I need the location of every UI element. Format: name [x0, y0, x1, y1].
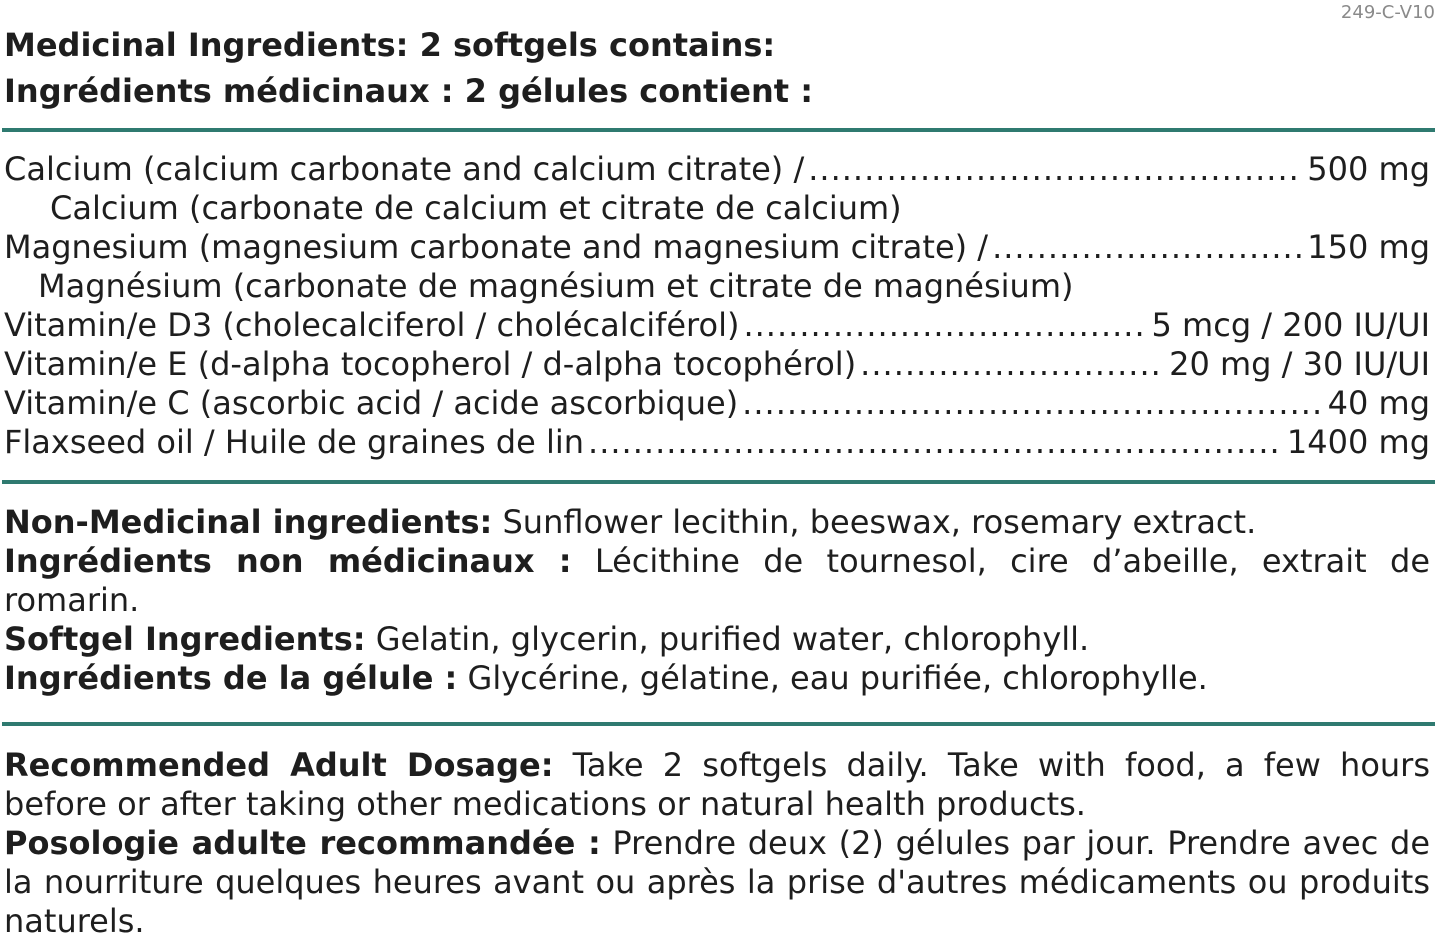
section-divider — [2, 128, 1435, 132]
dosage-fr-label: Posologie adulte recommandée : — [4, 824, 601, 862]
section-divider — [2, 722, 1435, 726]
ingredient-amount: 150 mg — [1307, 228, 1430, 266]
ingredient-amount: 500 mg — [1307, 150, 1430, 188]
non-medicinal-fr-text: Lécithine de tournesol, cire d’abeille, extrait de romarin. — [4, 542, 1431, 619]
softgel-fr-text: Glycérine, gélatine, eau purifiée, chlorophylle. — [457, 659, 1208, 697]
softgel-en-label: Softgel Ingredients: — [4, 620, 366, 658]
non-medicinal-fr-label: Ingrédients non médicinaux : — [4, 542, 572, 580]
ingredient-amount: 1400 mg — [1286, 423, 1430, 461]
ingredient-label: Flaxseed oil / Huile de graines de lin — [4, 423, 585, 461]
leader-dots — [588, 423, 1283, 462]
dosage-fr — [4, 824, 1430, 941]
ingredient-label: Vitamin/e C (ascorbic acid / acide ascorbique) — [4, 384, 739, 422]
ingredient-row — [4, 150, 1430, 189]
non-medicinal-en — [4, 503, 1430, 542]
medicinal-title-en: Medicinal Ingredients: 2 softgels contains: — [4, 26, 776, 64]
non-medicinal-en-label: Non-Medicinal ingredients: — [4, 503, 493, 541]
ingredient-row — [4, 228, 1430, 267]
section-divider — [2, 480, 1435, 484]
ingredient-amount: 40 mg — [1327, 384, 1430, 422]
leader-dots — [992, 228, 1303, 267]
ingredient-amount: 5 mcg / 200 IU/UI — [1151, 306, 1430, 344]
ingredient-sub: Magnésium (carbonate de magnésium et citrate de magnésium) — [38, 267, 1074, 305]
leader-dots — [743, 306, 1147, 345]
softgel-fr-label: Ingrédients de la gélule : — [4, 659, 458, 697]
ingredient-row — [4, 306, 1430, 345]
ingredient-label: Vitamin/e D3 (cholecalciferol / cholécalciférol) — [4, 306, 740, 344]
ingredient-sub: Calcium (carbonate de calcium et citrate de calcium) — [50, 189, 902, 227]
product-code: 249-C-V10 — [1340, 2, 1435, 23]
ingredient-label: Vitamin/e E (d-alpha tocopherol / d-alpha tocophérol) — [4, 345, 857, 383]
ingredient-amount: 20 mg / 30 IU/UI — [1169, 345, 1430, 383]
ingredient-row — [4, 345, 1430, 384]
dosage-en-label: Recommended Adult Dosage: — [4, 746, 554, 784]
softgel-fr — [4, 659, 1430, 698]
leader-dots — [860, 345, 1165, 384]
dosage-en — [4, 746, 1430, 824]
ingredient-label: Calcium (calcium carbonate and calcium citrate) / — [4, 150, 805, 188]
leader-dots — [742, 384, 1323, 423]
ingredient-row — [4, 423, 1430, 462]
dosage-en-text: Take 2 softgels daily. Take with food, a few hours before or after taking other medications or natural health products. — [4, 746, 1431, 823]
medicinal-title-fr: Ingrédients médicinaux : 2 gélules contient : — [4, 72, 813, 110]
non-medicinal-fr — [4, 542, 1430, 620]
softgel-en-text: Gelatin, glycerin, purified water, chlorophyll. — [365, 620, 1090, 658]
softgel-en — [4, 620, 1430, 659]
non-medicinal-en-text: Sunflower lecithin, beeswax, rosemary extract. — [492, 503, 1257, 541]
leader-dots — [808, 150, 1303, 189]
ingredient-row — [4, 384, 1430, 423]
dosage-fr-text: Prendre deux (2) gélules par jour. Prendre avec de la nourriture quelques heures avant ou après la prise d'autres médicaments ou produits naturels. — [4, 824, 1430, 940]
ingredient-label: Magnesium (magnesium carbonate and magnesium citrate) / — [4, 228, 989, 266]
